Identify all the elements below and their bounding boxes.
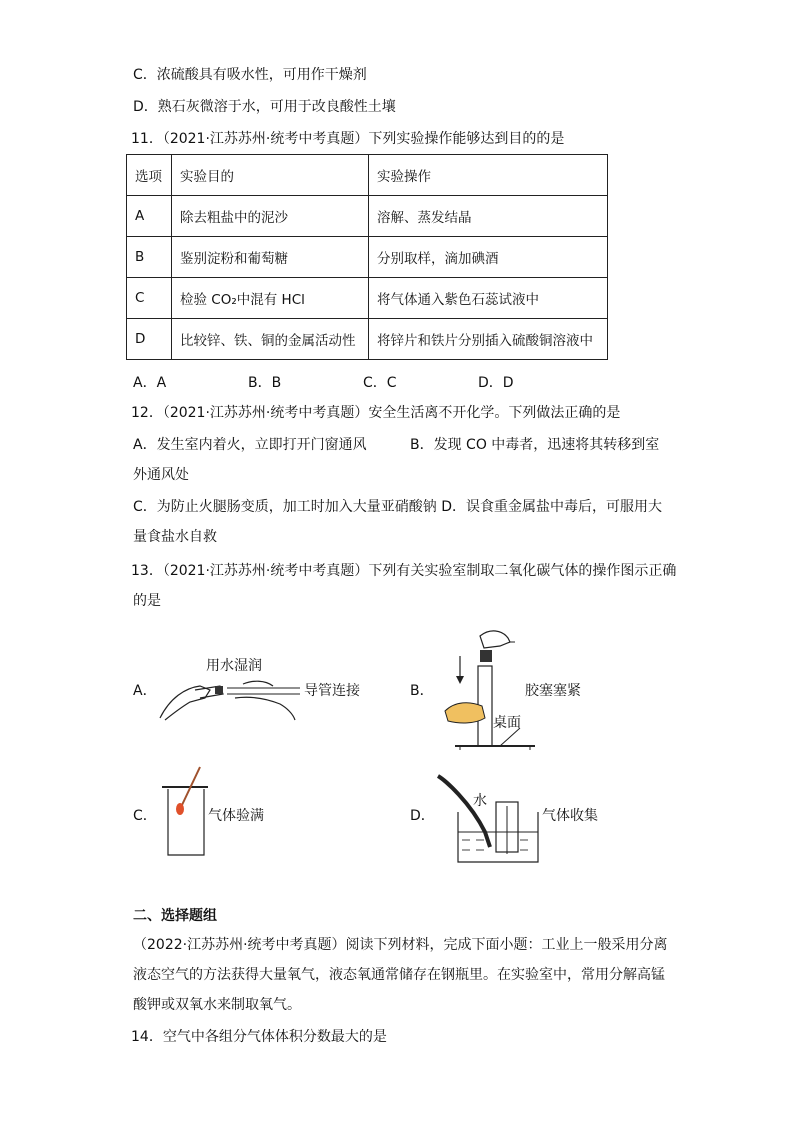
table-cell: B (127, 237, 172, 278)
figure-d-label-collect: 气体收集 (542, 808, 598, 824)
q12-option-a: A．发生室内着火，立即打开门窗通风 (133, 437, 367, 453)
figure-d-letter[interactable]: D． (410, 808, 435, 824)
figure-a-label-wet: 用水湿润 (206, 658, 262, 674)
table-row (127, 319, 608, 360)
choice-c[interactable]: C．C (363, 375, 397, 391)
stopper-figure (440, 626, 540, 751)
table-cell: 除去粗盐中的泥沙 (172, 196, 369, 237)
table-row (127, 237, 608, 278)
material-paragraph-3: 酸钾或双氧水来制取氧气。 (133, 997, 301, 1013)
table-header-row (127, 155, 608, 196)
question-13-cont: 的是 (133, 593, 161, 609)
table-cell: A (127, 196, 172, 237)
q12-option-b: B．发现 CO 中毒者，迅速将其转移到室 (410, 437, 660, 453)
q12-option-b-cont: 外通风处 (133, 467, 189, 483)
option-c-text: C．浓硫酸具有吸水性，可用作干燥剂 (133, 67, 367, 83)
table-cell: C (127, 278, 172, 319)
choice-b[interactable]: B．B (248, 375, 282, 391)
gas-collection-figure (430, 772, 540, 864)
question-11-choices (133, 372, 593, 392)
gas-test-figure (160, 765, 210, 860)
table-row (127, 278, 608, 319)
figure-d-label-water: 水 (473, 793, 487, 809)
material-paragraph-2: 液态空气的方法获得大量氧气，液态氧通常储存在钢瓶里。在实验室中，常用分解高锰 (133, 967, 665, 983)
tube-connection-figure (155, 668, 305, 723)
material-paragraph-1: （2022·江苏苏州·统考中考真题）阅读下列材料，完成下面小题：工业上一般采用分离 (133, 937, 668, 953)
table-cell: 比较锌、铁、铜的金属活动性 (172, 319, 369, 360)
option-d-text: D．熟石灰微溶于水，可用于改良酸性土壤 (133, 99, 396, 115)
table-cell: 溶解、蒸发结晶 (369, 196, 608, 237)
figure-a-letter[interactable]: A． (133, 683, 157, 699)
table-cell: 检验 CO₂中混有 HCl (172, 278, 369, 319)
figure-b-label-desk: 桌面 (493, 715, 521, 731)
question-14: 14．空气中各组分气体体积分数最大的是 (131, 1029, 387, 1045)
question-13: 13．（2021·江苏苏州·统考中考真题）下列有关实验室制取二氧化碳气体的操作图示正确 (131, 563, 677, 579)
table-cell: 实验目的 (172, 155, 369, 196)
table-cell: D (127, 319, 172, 360)
choice-d[interactable]: D．D (478, 375, 514, 391)
choice-a[interactable]: A．A (133, 375, 167, 391)
table-cell: 鉴别淀粉和葡萄糖 (172, 237, 369, 278)
figure-b-letter[interactable]: B． (410, 683, 434, 699)
table-cell: 选项 (127, 155, 172, 196)
table-cell: 实验操作 (369, 155, 608, 196)
figure-c-letter[interactable]: C． (133, 808, 157, 824)
section-2-title: 二、选择题组 (133, 908, 217, 924)
question-12: 12．（2021·江苏苏州·统考中考真题）安全生活离不开化学。下列做法正确的是 (131, 405, 621, 421)
question-11: 11．（2021·江苏苏州·统考中考真题）下列实验操作能够达到目的的是 (131, 131, 565, 147)
figure-a-label-connect: 导管连接 (304, 683, 360, 699)
table-cell: 将气体通入紫色石蕊试液中 (369, 278, 608, 319)
q12-option-d-cont: 量食盐水自救 (133, 529, 217, 545)
table-cell: 分别取样，滴加碘酒 (369, 237, 608, 278)
table-cell: 将锌片和铁片分别插入硫酸铜溶液中 (369, 319, 608, 360)
figure-b-label-stopper: 胶塞塞紧 (525, 683, 581, 699)
experiment-table (126, 154, 608, 360)
q12-option-c-d: C．为防止火腿肠变质，加工时加入大量亚硝酸钠 D．误食重金属盐中毒后，可服用大 (133, 499, 663, 515)
table-row (127, 196, 608, 237)
figure-c-label: 气体验满 (208, 808, 264, 824)
